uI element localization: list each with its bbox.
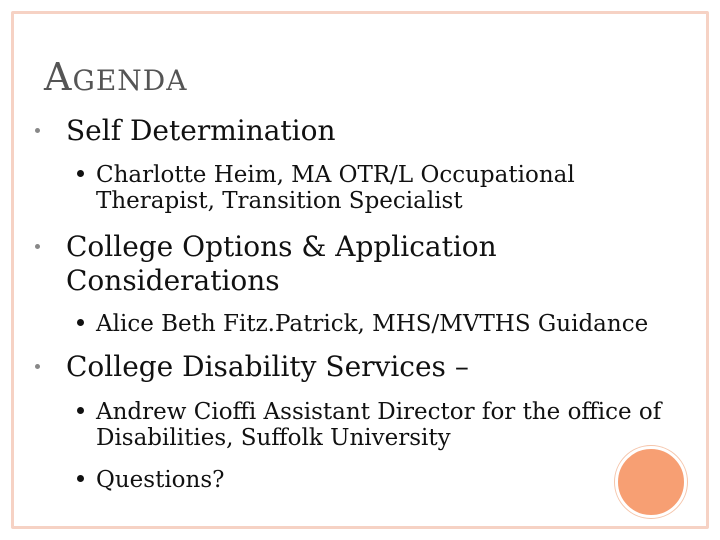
slide-title: AGENDA: [44, 55, 188, 99]
bullet-icon: [77, 407, 84, 414]
agenda-subitem-andrew-cioffi: Andrew Cioffi Assistant Director for the office of Disabilities, Suffolk University: [96, 399, 676, 451]
bullet-icon: [35, 364, 40, 369]
agenda-item-self-determination: Self Determination: [66, 114, 626, 148]
agenda-subitem-questions: Questions?: [96, 467, 496, 493]
bullet-icon: [35, 244, 40, 249]
decorative-circle: [615, 446, 687, 518]
agenda-subitem-charlotte-heim: Charlotte Heim, MA OTR/L Occupational Therapist, Transition Specialist: [96, 162, 656, 214]
agenda-item-college-options: College Options & Application Considerations: [66, 230, 536, 298]
bullet-icon: [77, 319, 84, 326]
agenda-item-disability-services: College Disability Services –: [66, 350, 626, 384]
bullet-icon: [35, 128, 40, 133]
agenda-subitem-alice-beth: Alice Beth Fitz.Patrick, MHS/MVTHS Guidance: [96, 311, 716, 337]
bullet-icon: [77, 475, 84, 482]
bullet-icon: [77, 170, 84, 177]
